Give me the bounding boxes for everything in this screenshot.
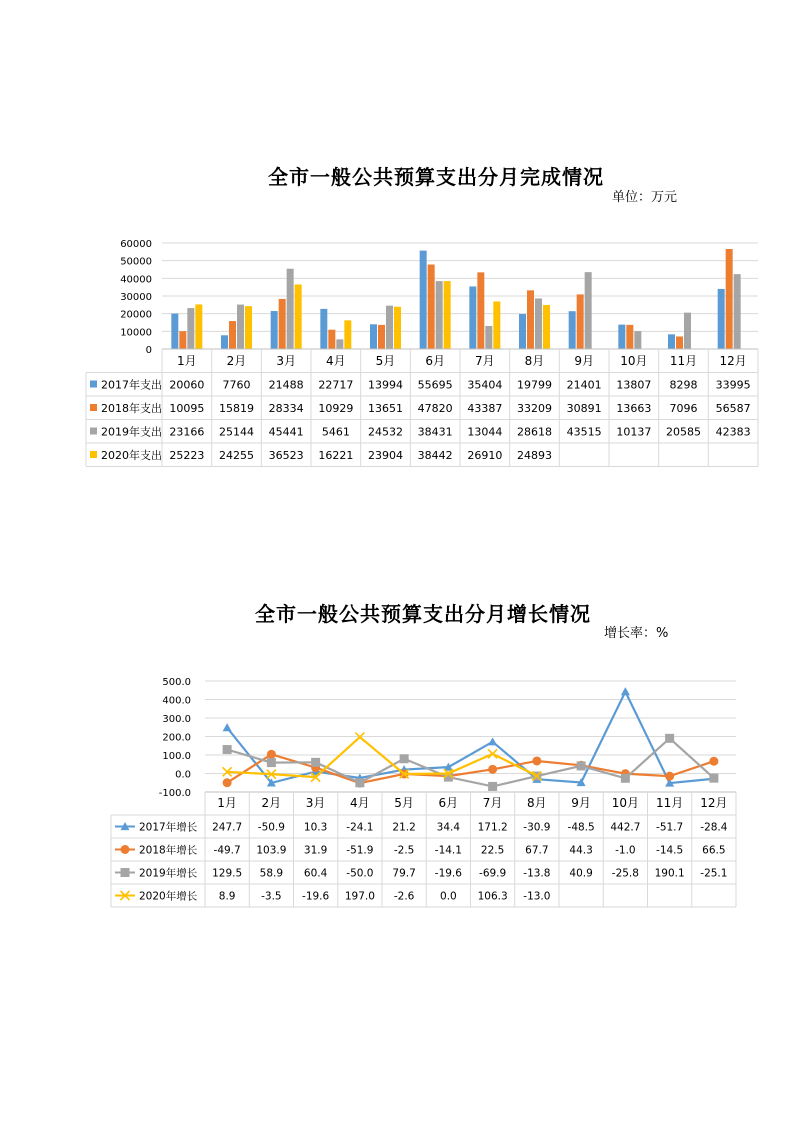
data-label: 36523	[268, 449, 304, 462]
data-label: 171.2	[477, 821, 508, 834]
bar	[370, 324, 377, 349]
data-label: -24.1	[346, 821, 374, 834]
legend-swatch	[90, 428, 97, 435]
data-label: 26910	[467, 449, 503, 462]
data-label: -2.6	[393, 890, 415, 903]
legend-entry: 2020年支出	[101, 449, 162, 462]
y-tick-label: 500.0	[162, 677, 191, 688]
data-label: 13651	[368, 402, 403, 415]
point	[665, 772, 674, 781]
bar	[585, 272, 592, 349]
data-label: -1.0	[615, 844, 636, 857]
point	[223, 778, 232, 787]
legend-swatch	[90, 404, 97, 411]
chart2-title: 全市一般公共预算支出分月增长情况	[255, 602, 591, 626]
data-label: 45441	[268, 425, 304, 439]
y-tick-label: 400.0	[162, 695, 191, 707]
y-tick-label: 200.0	[162, 732, 191, 744]
series-line	[227, 692, 714, 783]
y-tick-label: 30000	[120, 292, 152, 303]
bar	[394, 307, 401, 349]
bar	[519, 314, 526, 349]
x-tick-label: 8月	[524, 354, 545, 368]
bar	[237, 305, 244, 349]
bar	[493, 301, 500, 349]
data-label: 22717	[318, 378, 354, 392]
data-label: 197.0	[344, 890, 375, 903]
x-tick-label: 7月	[482, 796, 503, 810]
data-label: -51.9	[346, 844, 374, 857]
x-tick-label: 6月	[425, 354, 445, 368]
series-line	[227, 754, 714, 783]
data-label: 66.5	[702, 844, 726, 857]
data-label: 28334	[268, 402, 304, 415]
bar	[295, 284, 302, 349]
bar	[569, 311, 576, 349]
point	[355, 778, 364, 787]
data-label: -13.8	[523, 867, 551, 880]
data-label: 247.7	[212, 821, 243, 834]
data-label: 79.7	[392, 867, 416, 880]
bar	[271, 311, 278, 349]
data-label: -14.5	[656, 844, 684, 857]
x-tick-label: 12月	[719, 354, 747, 368]
data-label: 13994	[368, 378, 403, 392]
bar	[718, 289, 725, 349]
data-label: 13663	[616, 402, 652, 415]
bar	[229, 321, 236, 349]
data-label: 40.9	[569, 867, 593, 880]
x-tick-label: 8月	[527, 796, 547, 810]
data-label: -2.5	[393, 844, 415, 857]
data-label: 13044	[467, 425, 503, 439]
data-label: 24255	[219, 449, 254, 462]
data-label: 15819	[219, 402, 254, 415]
data-label: 25223	[169, 449, 205, 462]
point	[267, 750, 276, 759]
data-label: -13.0	[523, 890, 551, 903]
bar	[469, 286, 476, 349]
point	[267, 758, 276, 767]
data-label: 10.3	[303, 821, 328, 834]
data-label: 30891	[566, 402, 602, 415]
bar	[336, 339, 343, 349]
data-label: -51.7	[656, 821, 684, 834]
point	[400, 754, 409, 763]
legend-entry: 2019年支出	[101, 425, 162, 439]
data-label: -28.4	[700, 821, 728, 834]
bar	[634, 331, 641, 349]
point	[311, 758, 320, 767]
legend-swatch	[90, 381, 97, 388]
data-label: 43515	[566, 425, 602, 439]
data-label: 10929	[318, 402, 354, 415]
bar	[221, 335, 228, 349]
data-label: 23904	[368, 449, 403, 462]
x-tick-label: 9月	[571, 796, 591, 810]
bar	[543, 305, 550, 349]
point	[488, 749, 497, 758]
bar	[328, 330, 335, 349]
data-label: 7760	[222, 378, 251, 392]
point	[223, 723, 232, 731]
data-label: 190.1	[654, 867, 685, 880]
bar	[527, 290, 534, 349]
data-label: -50.9	[257, 821, 285, 834]
legend-swatch	[90, 451, 97, 458]
chart1-unit-label: 单位：万元	[612, 190, 678, 205]
data-label: 21488	[268, 378, 304, 392]
chart1-title: 全市一般公共预算支出分月完成情况	[268, 165, 604, 189]
bar	[726, 249, 733, 349]
bar	[436, 281, 443, 349]
y-tick-label: 300.0	[162, 714, 191, 725]
x-tick-label: 7月	[475, 354, 495, 368]
point	[709, 757, 718, 766]
bar	[344, 320, 351, 349]
data-label: 106.3	[477, 890, 508, 903]
data-label: -50.0	[346, 867, 374, 880]
x-tick-label: 2月	[261, 796, 282, 810]
data-label: 38431	[417, 425, 453, 439]
x-tick-label: 9月	[574, 354, 594, 368]
y-tick-label: -100.0	[158, 788, 191, 799]
data-label: 20585	[666, 425, 701, 439]
data-label: -49.7	[213, 844, 241, 857]
y-tick-label: 0	[145, 345, 152, 356]
data-label: -30.9	[523, 821, 551, 834]
x-tick-label: 5月	[394, 796, 414, 810]
point	[621, 687, 630, 695]
data-label: 24893	[517, 449, 552, 462]
data-label: 7096	[669, 402, 698, 415]
bar	[378, 325, 385, 349]
data-label: 60.4	[303, 867, 328, 880]
data-label: -19.6	[434, 867, 462, 880]
x-tick-label: 1月	[217, 796, 237, 810]
point	[355, 733, 364, 742]
x-tick-label: 12月	[700, 796, 728, 810]
point	[665, 734, 674, 743]
data-label: 58.9	[259, 867, 284, 880]
bar	[618, 325, 625, 349]
data-label: 19799	[517, 378, 552, 392]
data-label: 0.0	[440, 890, 457, 903]
data-label: -19.6	[302, 890, 330, 903]
data-label: -69.9	[479, 867, 507, 880]
x-tick-label: 3月	[276, 354, 296, 368]
bar	[444, 281, 451, 349]
y-tick-label: 10000	[120, 327, 152, 339]
x-tick-label: 2月	[226, 354, 247, 368]
legend-entry: 2018年增长	[139, 844, 198, 857]
y-tick-label: 20000	[120, 309, 152, 321]
bar	[676, 336, 683, 349]
data-label: 5461	[321, 425, 350, 439]
data-label: 34.4	[436, 821, 461, 834]
data-label: 42383	[715, 425, 751, 439]
data-label: 55695	[417, 378, 453, 392]
bar	[171, 314, 178, 349]
bar	[279, 299, 286, 349]
y-tick-label: 100.0	[162, 751, 191, 762]
bar	[668, 334, 675, 349]
growth-line-chart	[0, 670, 793, 920]
x-tick-label: 1月	[177, 354, 197, 368]
y-tick-label: 40000	[120, 274, 152, 286]
y-tick-label: 0.0	[175, 769, 191, 781]
data-label: 20060	[169, 378, 205, 392]
x-tick-label: 11月	[655, 796, 684, 810]
data-label: 47820	[417, 402, 453, 415]
point	[488, 765, 497, 774]
data-label: 25144	[219, 425, 254, 439]
data-label: 22.5	[480, 844, 505, 857]
chart2-unit-label: 增长率：%	[604, 626, 669, 641]
bar	[535, 298, 542, 349]
bar	[420, 251, 427, 349]
data-label: 16221	[318, 449, 354, 462]
x-tick-label: 3月	[305, 796, 326, 810]
bar	[684, 313, 691, 349]
data-label: 129.5	[212, 867, 243, 880]
point	[621, 774, 630, 783]
data-label: 21.2	[392, 821, 416, 834]
data-label: -3.5	[261, 890, 282, 903]
point	[577, 761, 586, 770]
legend-entry: 2018年支出	[101, 402, 162, 415]
bar	[734, 274, 741, 349]
data-label: 44.3	[569, 844, 593, 857]
x-tick-label: 11月	[669, 354, 698, 368]
data-label: 21401	[566, 378, 602, 392]
x-tick-label: 5月	[375, 354, 396, 368]
legend-marker	[121, 845, 130, 854]
bar	[477, 272, 484, 349]
data-label: 10095	[169, 402, 205, 415]
data-label: 10137	[616, 425, 652, 439]
y-tick-label: 50000	[120, 256, 152, 268]
point	[488, 737, 497, 745]
data-label: 56587	[715, 402, 751, 415]
legend-entry: 2020年增长	[139, 890, 198, 903]
point	[223, 745, 232, 754]
x-tick-label: 4月	[326, 354, 346, 368]
bar	[386, 306, 393, 349]
bar	[485, 326, 492, 349]
series-line	[227, 738, 714, 786]
data-label: 442.7	[610, 821, 641, 834]
data-label: -25.1	[700, 867, 728, 880]
data-label: 13807	[616, 378, 652, 392]
legend-entry: 2019年增长	[139, 867, 198, 880]
bar	[287, 269, 294, 349]
x-tick-label: 10月	[620, 354, 648, 368]
data-label: 8298	[669, 378, 698, 392]
bar	[245, 306, 252, 349]
point	[488, 782, 497, 791]
y-tick-label: 60000	[120, 239, 152, 250]
data-label: -48.5	[567, 821, 595, 834]
data-label: 33995	[715, 378, 751, 392]
data-label: 43387	[467, 402, 503, 415]
data-label: 31.9	[303, 844, 328, 857]
data-label: 38442	[417, 449, 453, 462]
data-label: 33209	[517, 402, 552, 415]
data-label: -25.8	[611, 867, 639, 880]
x-tick-label: 6月	[438, 796, 459, 810]
data-label: -14.1	[434, 844, 462, 857]
bar	[577, 294, 584, 349]
bar	[320, 309, 327, 349]
bar	[187, 308, 194, 349]
legend-entry: 2017年支出	[101, 378, 162, 392]
data-label: 67.7	[525, 844, 549, 857]
bar	[626, 325, 633, 349]
data-label: 28618	[517, 425, 552, 439]
expenditure-bar-chart	[0, 230, 793, 490]
data-label: 35404	[467, 378, 503, 392]
x-tick-label: 10月	[611, 796, 640, 810]
point	[709, 774, 718, 783]
data-label: 23166	[169, 425, 205, 439]
x-tick-label: 4月	[350, 796, 370, 810]
point	[532, 756, 541, 765]
bar	[179, 331, 186, 349]
legend-marker	[121, 868, 130, 877]
data-label: 24532	[368, 425, 403, 439]
data-label: 8.9	[218, 890, 236, 903]
legend-entry: 2017年增长	[139, 821, 198, 834]
data-label: 103.9	[256, 844, 287, 857]
bar	[195, 304, 202, 349]
bar	[428, 265, 435, 349]
